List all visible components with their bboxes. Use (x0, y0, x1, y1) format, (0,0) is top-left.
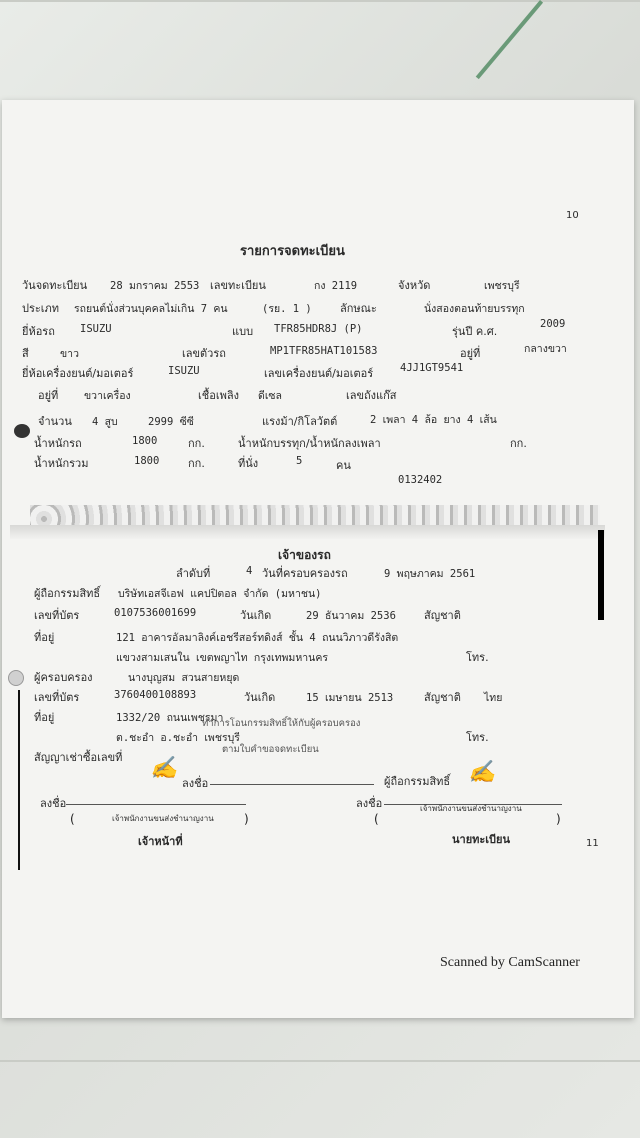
owner-address-label: ที่อยู่ (34, 631, 55, 644)
signature-label: ลงชื่อ (182, 777, 209, 790)
transfer-note: ทำการโอนกรรมสิทธิ์ให้กับผู้ครอบครอง (202, 718, 361, 729)
officer-name-bracket-close: ) (244, 812, 249, 826)
color: ขาว (60, 348, 79, 360)
engine-position: ขวาเครื่อง (84, 390, 131, 402)
vehicle-type: รถยนต์นั่งส่วนบุคคลไม่เกิน 7 คน (74, 303, 228, 315)
holder-address: 1332/20 ถนนเพชรมา (116, 712, 224, 724)
vehicle-weight-label: น้ำหนักรถ (34, 437, 82, 450)
owner-section-title: เจ้าของรถ (278, 548, 331, 562)
engine-brand-label: ยี่ห้อเครื่องยนต์/มอเตอร์ (22, 367, 134, 380)
owner-birthdate-label: วันเกิด (240, 609, 272, 622)
owner-label: ผู้ถือกรรมสิทธิ์ (34, 587, 101, 600)
page-number: 10 (566, 210, 579, 221)
body-style: นั่งสองตอนท้ายบรรทุก (424, 303, 525, 315)
registrar-role: นายทะเบียน (452, 833, 511, 846)
body-style-label: ลักษณะ (340, 302, 377, 315)
registration-number: กง 2119 (314, 280, 358, 292)
model-year-label: รุ่นปี ค.ศ. (452, 325, 498, 338)
scanner-watermark: Scanned by CamScanner (440, 955, 580, 970)
horsepower-label: แรงม้า/กิโลวัตต์ (262, 415, 338, 428)
load-weight-label: น้ำหนักบรรทุก/น้ำหนักลงเพลา (238, 437, 381, 450)
officer-title: เจ้าพนักงานขนส่งชำนาญงาน (112, 814, 214, 823)
total-weight-label: น้ำหนักรวม (34, 457, 89, 470)
page-fold (10, 525, 605, 539)
seats-label: ที่นั่ง (238, 457, 259, 470)
load-weight-unit: กก. (510, 437, 527, 450)
hire-purchase-label: สัญญาเช่าซื้อเลขที่ (34, 751, 123, 764)
registrar-title: เจ้าพนักงานขนส่งชำนาญงาน (420, 804, 522, 813)
holder-nationality: ไทย (484, 692, 503, 704)
order-number: 4 (246, 565, 253, 577)
side-number: 11 (586, 838, 599, 849)
holder-phone-label: โทร. (466, 731, 489, 744)
holder-address-line2: ต.ชะอำ อ.ชะอำ เพชรบุรี (116, 732, 240, 744)
vehicle-type-label: ประเภท (22, 302, 60, 315)
seats: 5 (296, 455, 303, 467)
owner-phone-label: โทร. (466, 651, 489, 664)
holder-name: นางบุญสม สวนสายหยุด (128, 672, 240, 684)
weight-unit: กก. (188, 437, 205, 450)
chassis-position-label: อยู่ที่ (460, 347, 481, 360)
model-label: แบบ (232, 325, 254, 338)
officer-role: เจ้าหน้าที่ (138, 835, 183, 848)
registrar-name-bracket-close: ) (556, 812, 561, 826)
brand: ISUZU (80, 323, 112, 335)
model: TFR85HDR8J (P) (274, 323, 363, 335)
possession-date: 9 พฤษภาคม 2561 (384, 568, 476, 580)
floor-tile-line (0, 0, 640, 2)
owner-name: บริษัทเอสจีเอฟ แคปปิตอล จำกัด (มหาชน) (118, 588, 322, 600)
holder-id: 3760400108893 (114, 689, 197, 701)
total-weight: 1800 (134, 455, 160, 467)
cylinders: 4 สูบ (92, 416, 118, 428)
margin-line (598, 530, 604, 620)
brand-label: ยี่ห้อรถ (22, 325, 55, 338)
vehicle-weight: 1800 (132, 435, 158, 447)
registration-date-label: วันจดทะเบียน (22, 279, 88, 292)
officer-sign-label: ลงชื่อ (40, 797, 67, 810)
officer-signature: ✍ (150, 756, 178, 781)
holder-nationality-label: สัญชาติ (424, 691, 461, 704)
engine-number: 4JJ1GT9541 (400, 362, 464, 374)
officer-name-bracket-open: ( (70, 812, 75, 826)
hire-purchase-note: ตามใบคำขอจดทะเบียน (222, 744, 319, 755)
holder-id-label: เลขที่บัตร (34, 691, 80, 704)
signature-line (210, 784, 374, 785)
chassis-position: กลางขวา (524, 343, 567, 355)
holder-label: ผู้ครอบครอง (34, 671, 93, 684)
province: เพชรบุรี (484, 280, 520, 292)
owner-address-line2: แขวงสามเสนใน เขตพญาไท กรุงเทพมหานคร (116, 652, 329, 664)
engine-number-label: เลขเครื่องยนต์/มอเตอร์ (264, 367, 374, 380)
gas-tank-label: เลขถังแก๊ส (346, 389, 397, 402)
document-title: รายการจดทะเบียน (240, 244, 345, 259)
registration-date: 28 มกราคม 2553 (110, 280, 200, 292)
vehicle-code: (รย. 1 ) (262, 303, 312, 315)
holder-birthdate-label: วันเกิด (244, 691, 276, 704)
province-label: จังหวัด (398, 279, 431, 292)
fuel: ดีเซล (258, 390, 282, 402)
owner-nationality-label: สัญชาติ (424, 609, 461, 622)
punch-hole (8, 670, 24, 686)
owner-id: 0107536001699 (114, 607, 197, 619)
floor-tile-line (476, 0, 543, 79)
document-serial-number: 0132402 (398, 474, 443, 486)
possession-date-label: วันที่ครอบครองรถ (262, 567, 348, 580)
engine-position-label: อยู่ที่ (38, 389, 59, 402)
chassis-number-label: เลขตัวรถ (182, 347, 226, 360)
chassis-number: MP1TFR85HAT101583 (270, 345, 378, 357)
registrar-name-bracket-open: ( (374, 812, 379, 826)
seats-unit: คน (336, 459, 351, 472)
order-label: ลำดับที่ (176, 567, 211, 580)
owner-birthdate: 29 ธันวาคม 2536 (306, 610, 396, 622)
total-weight-unit: กก. (188, 457, 205, 470)
fuel-label: เชื้อเพลิง (198, 389, 239, 402)
margin-line (18, 690, 20, 870)
engine-cc: 2999 ซีซี (148, 416, 194, 428)
owner-id-label: เลขที่บัตร (34, 609, 80, 622)
registration-number-label: เลขทะเบียน (210, 279, 266, 292)
quantity-label: จำนวน (38, 415, 72, 428)
engine-brand: ISUZU (168, 365, 200, 377)
model-year: 2009 (540, 318, 566, 330)
owner-address: 121 อาคารอัลมาลิงค์เอชรีสอร์ทดิงส์ ชั้น 4 ถนนวิภาวดีรังสิต (116, 632, 399, 644)
owner-signature: ✍ (468, 760, 496, 785)
punch-hole (14, 424, 30, 438)
axles-wheels: 2 เพลา 4 ล้อ ยาง 4 เส้น (370, 414, 497, 426)
holder-birthdate: 15 เมษายน 2513 (306, 692, 394, 704)
color-label: สี (22, 347, 29, 360)
owner-signature-label: ผู้ถือกรรมสิทธิ์ (384, 775, 451, 788)
registrar-sign-label: ลงชื่อ (356, 797, 383, 810)
officer-sign-line (66, 804, 246, 805)
floor-tile-line (0, 1060, 640, 1062)
holder-address-label: ที่อยู่ (34, 711, 55, 724)
